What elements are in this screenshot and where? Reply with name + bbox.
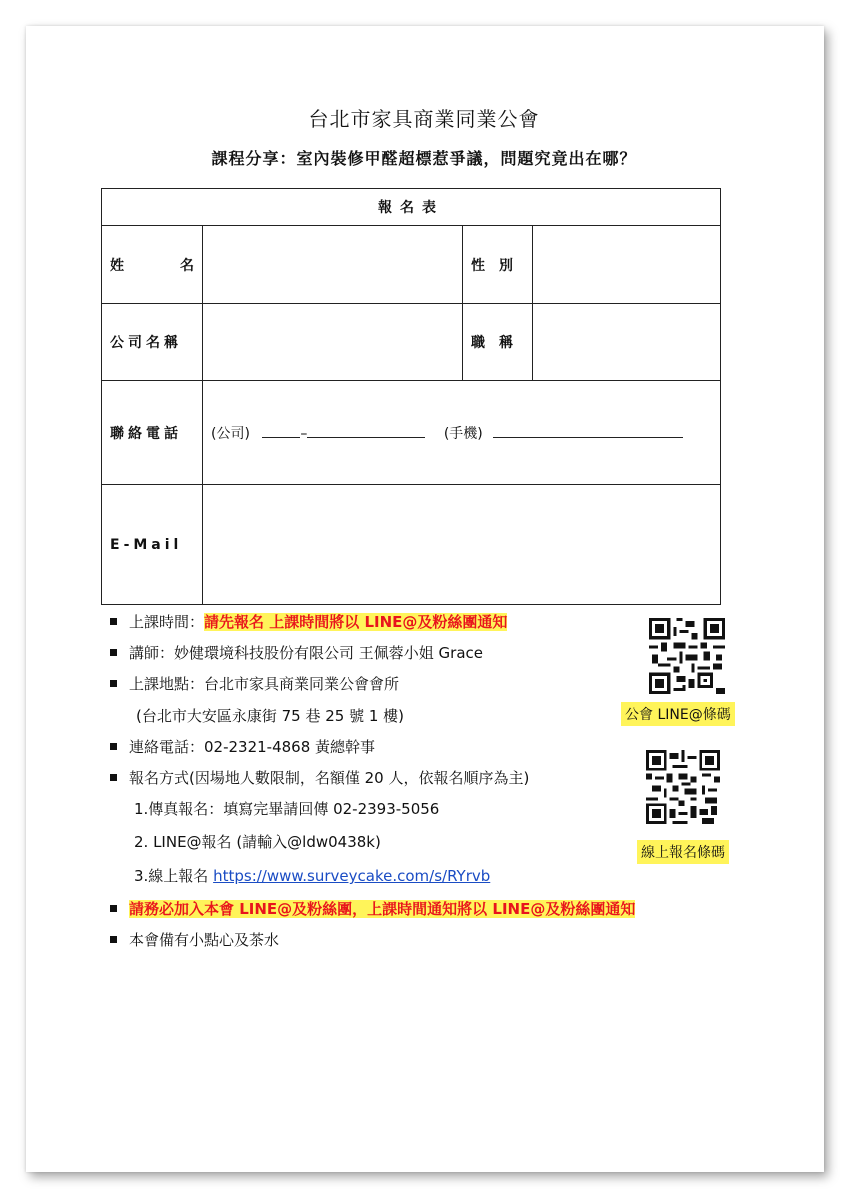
info-instructor: 講師：妙健環境科技股份有限公司 王佩蓉小姐 Grace: [110, 641, 483, 665]
signup-method-line: 2. LINE@報名 (請輸入@ldw0438k): [134, 833, 381, 851]
bullet-icon: [110, 905, 117, 912]
line-qr-code-icon[interactable]: [649, 618, 725, 694]
info-notice: 請務必加入本會 LINE@及粉絲團，上課時間通知將以 LINE@及粉絲團通知: [110, 897, 635, 921]
phone-label: 聯絡電話: [102, 381, 203, 485]
signup-method-fax: 1.傳真報名：填寫完畢請回傳 02-2393-5056: [134, 800, 440, 818]
phone-field[interactable]: [203, 381, 721, 485]
info-address: (台北市大安區永康街 75 巷 25 號 1 樓): [136, 707, 405, 725]
bullet-icon: [110, 936, 117, 943]
info-time: 上課時間：請先報名 上課時間將以 LINE@及粉絲團通知: [110, 610, 507, 634]
name-label-cell: [102, 226, 203, 304]
registration-form: [101, 188, 721, 605]
phone-area-blank[interactable]: [262, 423, 300, 438]
signup-method-online: 3.線上報名 https://www.surveycake.com/s/RYrvb: [134, 867, 491, 885]
name-label-a: 姓: [110, 257, 124, 274]
bullet-icon: [110, 743, 117, 750]
online-qr-label: 線上報名條碼: [637, 840, 729, 864]
company-field[interactable]: [203, 304, 463, 381]
phone-dash: –: [300, 425, 308, 442]
bullet-icon: [110, 649, 117, 656]
line-qr-label: 公會 LINE@條碼: [621, 702, 735, 726]
phone-company-label: (公司): [211, 425, 250, 442]
form-title: 報名表: [102, 189, 721, 226]
bullet-icon: [110, 618, 117, 625]
online-qr-code-icon[interactable]: [646, 750, 720, 824]
info-location: 上課地點：台北市家具商業同業公會會所: [110, 672, 399, 696]
page-subtitle: 課程分享：室內裝修甲醛超標惹爭議，問題究竟出在哪？: [211, 149, 637, 168]
time-notice: 請先報名 上課時間將以 LINE@及粉絲團通知: [204, 613, 508, 631]
bullet-icon: [110, 680, 117, 687]
phone-mobile-blank[interactable]: [493, 423, 683, 438]
email-field[interactable]: [203, 485, 721, 605]
email-label: E-Mail: [102, 485, 203, 605]
phone-number-blank[interactable]: [307, 423, 425, 438]
gender-field[interactable]: [533, 226, 721, 304]
company-label: 公司名稱: [102, 304, 203, 381]
info-contact: 連絡電話：02-2321-4868 黃總幹事: [110, 735, 375, 759]
name-field[interactable]: [203, 226, 463, 304]
position-field[interactable]: [533, 304, 721, 381]
bullet-icon: [110, 774, 117, 781]
phone-mobile-label: (手機): [443, 425, 483, 442]
info-signup: 報名方式(因場地人數限制，名額僅 20 人，依報名順序為主): [110, 766, 529, 790]
gender-label: 性 別: [463, 226, 533, 304]
position-label: 職 稱: [463, 304, 533, 381]
page-title: 台北市家具商業同業公會: [308, 107, 540, 131]
signup-link[interactable]: https://www.surveycake.com/s/RYrvb: [213, 867, 491, 885]
info-snacks: 本會備有小點心及茶水: [110, 928, 279, 952]
name-label-b: 名: [180, 257, 194, 274]
